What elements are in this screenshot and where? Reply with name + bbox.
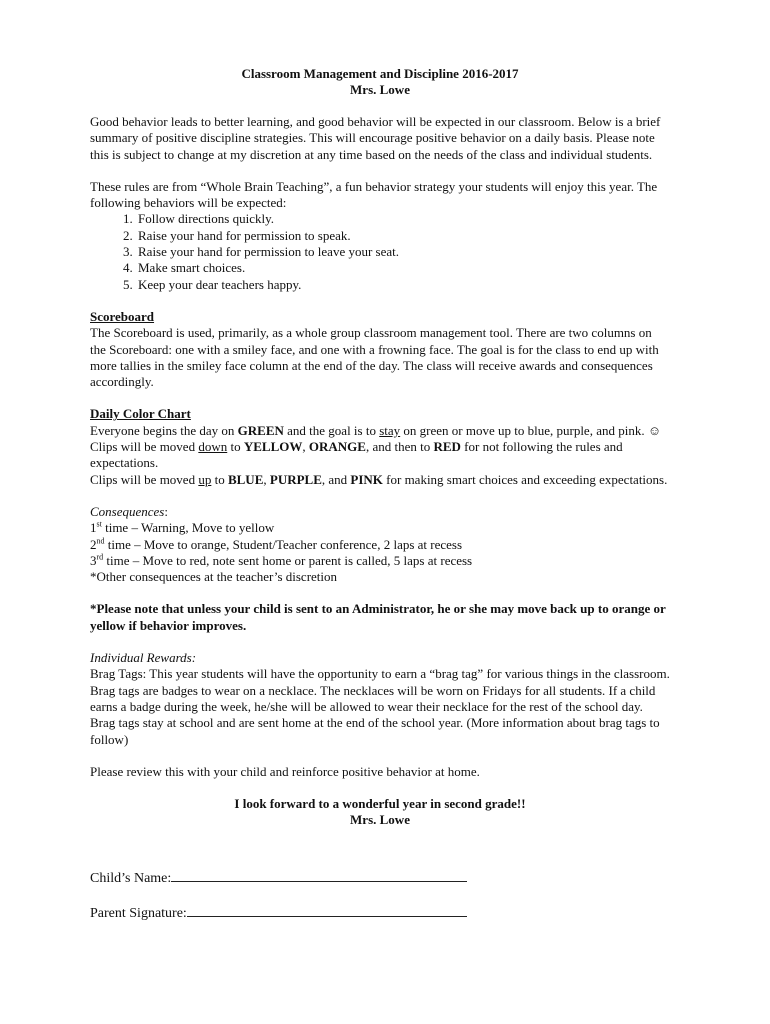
scoreboard-text: The Scoreboard is used, primarily, as a whole group classroom management tool. There are two columns on the Scoreboard: one with a smiley face, and one with a frowning face. The goal is for the class to end up with more tallies in the smiley face column at the end of the day. The class will receive awards and consequences accordingly. (90, 325, 659, 390)
rules-list (90, 211, 670, 292)
rule-item: 3. Raise your hand for permission to leave your seat. (136, 244, 670, 260)
rule-item: 1. Follow directions quickly. (136, 211, 670, 227)
rule-item: 5. Keep your dear teachers happy. (136, 277, 670, 293)
rewards-heading: Individual Rewards: (90, 650, 197, 666)
intro-paragraph: Good behavior leads to better learning, and good behavior will be expected in our classroom. Below is a brief summary of positive discipline strategies. This will encourage positive behavior on a daily basis. Please note this is subject to change at my discretion at any time based on the needs of the class and individual students. (90, 114, 661, 162)
parent-signature-field[interactable] (90, 904, 670, 923)
color-chart-heading: Daily Color Chart (90, 406, 191, 422)
color-chart-line-2: Clips will be moved down to YELLOW, ORANGE, and then to RED for not following the rules and expectations. (90, 439, 623, 471)
scoreboard-heading: Scoreboard (90, 308, 155, 324)
child-name-label: Child’s Name: (90, 870, 172, 886)
parent-signature-line[interactable] (187, 904, 467, 917)
rule-item: 2. Raise your hand for permission to speak. (136, 228, 670, 244)
consequence-item: 1st time – Warning, Move to yellow (90, 519, 275, 536)
document-teacher: Mrs. Lowe (350, 82, 410, 97)
closing-signature: Mrs. Lowe (350, 812, 410, 828)
rewards-text: Brag Tags: This year students will have the opportunity to earn a “brag tag” for various things in the classroom. Brag tags are badges to wear on a necklace. The necklaces will be worn on Fridays for all students. If a child earns a badge during the week, he/she will be allowed to wear their necklace for the rest of the school day. Brag tags stay at school and are sent home at the end of the school year. (More information about brag tags to follow) (90, 666, 670, 747)
rules-intro: These rules are from “Whole Brain Teaching”, a fun behavior strategy your students will enjoy this year. The following behaviors will be expected: (90, 178, 658, 211)
consequence-item: 3rd time – Move to red, note sent home or parent is called, 5 laps at recess (90, 552, 473, 568)
review-note: Please review this with your child and reinforce positive behavior at home. (90, 763, 480, 779)
consequence-item: 2nd time – Move to orange, Student/Teacher conference, 2 laps at recess (90, 536, 463, 552)
admin-note: *Please note that unless your child is sent to an Administrator, he or she may move back up to orange or yellow if behavior improves. (90, 601, 666, 633)
closing-line: I look forward to a wonderful year in second grade!! (234, 796, 526, 812)
document-page (90, 66, 670, 923)
consequence-other: *Other consequences at the teacher’s discretion (90, 569, 338, 585)
child-name-line[interactable] (171, 869, 467, 882)
child-name-field[interactable] (90, 869, 670, 888)
rule-item: 4. Make smart choices. (136, 260, 670, 276)
color-chart-line-1: Everyone begins the day on GREEN and the goal is to stay on green or move up to blue, purple, and pink. ☺ (90, 422, 662, 438)
document-title: Classroom Management and Discipline 2016-2017 (241, 66, 519, 81)
consequences-heading: Consequences: (90, 503, 168, 519)
parent-signature-label: Parent Signature: (90, 905, 187, 921)
color-chart-line-3: Clips will be moved up to BLUE, PURPLE, and PINK for making smart choices and exceeding expectations. (90, 471, 668, 487)
